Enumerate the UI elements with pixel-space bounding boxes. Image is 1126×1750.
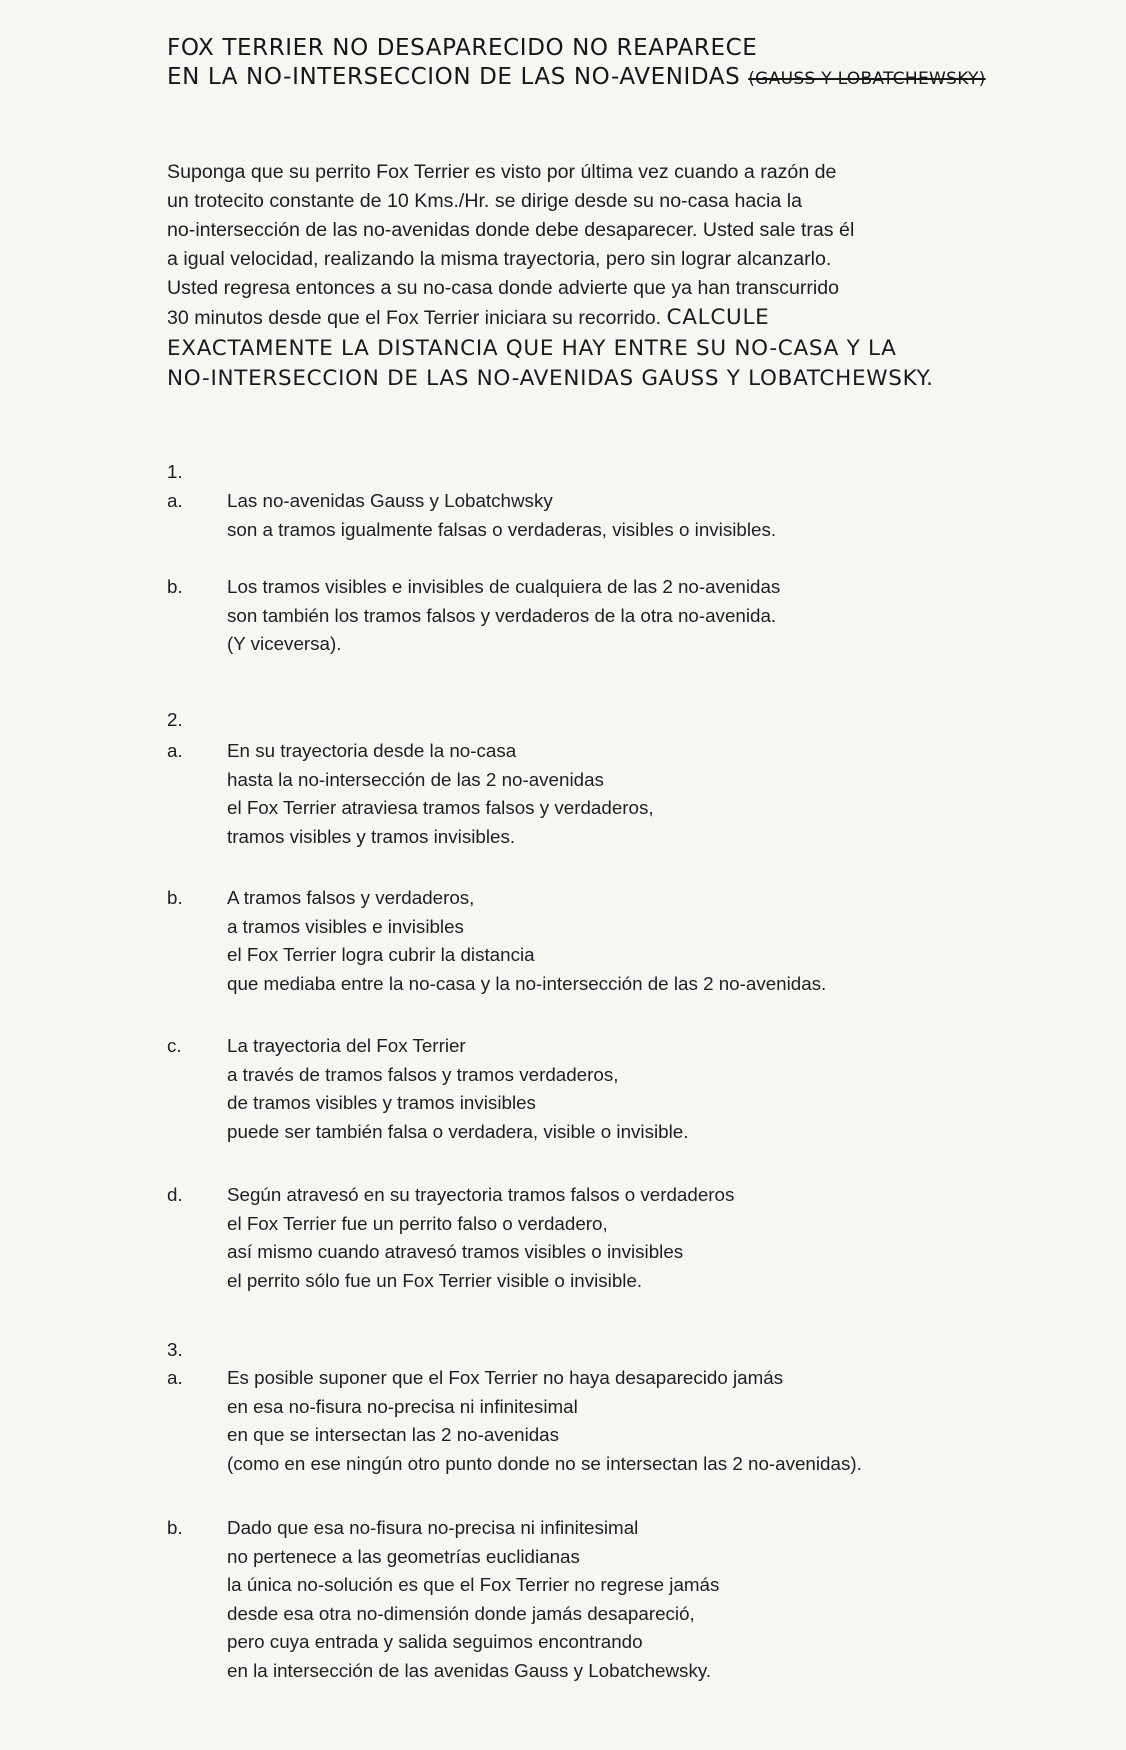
title-struck-text: (GAUSS Y LOBATCHEWSKY) [748,69,986,89]
item-label: b. [167,576,183,597]
item-line: La trayectoria del Fox Terrier [227,1035,466,1056]
item-line: pero cuya entrada y salida seguimos encontrando [227,1631,643,1652]
item-line: que mediaba entre la no-casa y la no-intersección de las 2 no-avenidas. [227,972,827,994]
item-line: (como en ese ningún otro punto donde no se intersectan las 2 no-avenidas). [227,1452,862,1474]
item-label: a. [167,1367,183,1388]
intro-line: no-intersección de las no-avenidas donde debe desaparecer. Usted sale tras él [167,219,855,241]
intro-line-text: 30 minutos desde que el Fox Terrier iniciara su recorrido. [167,307,662,329]
item-line: la única no-solución es que el Fox Terrier no regrese jamás [227,1574,720,1595]
caps-line: EXACTAMENTE LA DISTANCIA QUE HAY ENTRE SU NO-CASA Y LA [167,336,897,361]
item-line: a tramos visibles e invisibles [227,915,464,937]
item-line: el Fox Terrier fue un perrito falso o verdadero, [227,1212,608,1234]
intro-line: a igual velocidad, realizando la misma trayectoria, pero sin lograr alcanzarlo. [167,248,832,270]
item-line: son a tramos igualmente falsas o verdaderas, visibles o invisibles. [227,518,777,540]
title-line-1: FOX TERRIER NO DESAPARECIDO NO REAPARECE [167,35,758,61]
document-title [167,34,1067,94]
intro-caps-statement [167,334,1087,394]
item-line: el Fox Terrier logra cubrir la distancia [227,944,535,965]
caps-line: NO-INTERSECCION DE LAS NO-AVENIDAS GAUSS Y LOBATCHEWSKY. [167,366,934,391]
item-line: a través de tramos falsos y tramos verdaderos, [227,1063,619,1085]
item-label: a. [167,740,183,761]
item-line: puede ser también falsa o verdadera, visible o invisible. [227,1120,689,1142]
item-label: a. [167,490,183,511]
item-line: son también los tramos falsos y verdaderos de la otra no-avenida. [227,604,777,626]
item-line: Según atravesó en su trayectoria tramos falsos o verdaderos [227,1184,735,1205]
item-line: Dado que esa no-fisura no-precisa ni infinitesimal [227,1517,639,1538]
intro-caps-inline: CALCULE [666,305,770,330]
section-number: 3. [167,1339,183,1360]
item-label: d. [167,1184,183,1205]
item-line: el perrito sólo fue un Fox Terrier visible o invisible. [227,1269,643,1291]
item-line: hasta la no-intersección de las 2 no-avenidas [227,768,604,790]
item-line: en la intersección de las avenidas Gauss y Lobatchewsky. [227,1659,712,1681]
item-line: A tramos falsos y verdaderos, [227,887,475,908]
item-line: así mismo cuando atravesó tramos visibles o invisibles [227,1241,684,1262]
item-line: en que se intersectan las 2 no-avenidas [227,1424,560,1445]
item-label: c. [167,1035,182,1056]
item-line: en esa no-fisura no-precisa ni infinitesimal [227,1395,578,1417]
item-line: Es posible suponer que el Fox Terrier no haya desaparecido jamás [227,1367,784,1388]
intro-line [167,303,1067,333]
item-line: de tramos visibles y tramos invisibles [227,1092,536,1113]
item-line: tramos visibles y tramos invisibles. [227,825,516,847]
intro-paragraph [167,158,1067,333]
title-line-2-text: EN LA NO-INTERSECCION DE LAS NO-AVENIDAS [167,64,741,90]
intro-line: un trotecito constante de 10 Kms./Hr. se dirige desde su no-casa hacia la [167,190,802,212]
item-line: (Y viceversa). [227,633,342,654]
intro-line: Usted regresa entonces a su no-casa donde advierte que ya han transcurrido [167,277,840,299]
intro-line: Suponga que su perrito Fox Terrier es visto por última vez cuando a razón de [167,161,837,183]
section-number: 1. [167,461,183,482]
item-label: b. [167,887,183,908]
item-line: Los tramos visibles e invisibles de cualquiera de las 2 no-avenidas [227,576,781,597]
title-line-2 [167,63,1067,94]
item-line: el Fox Terrier atraviesa tramos falsos y verdaderos, [227,797,654,818]
item-label: b. [167,1517,183,1538]
item-line: Las no-avenidas Gauss y Lobatchwsky [227,490,553,511]
item-line: desde esa otra no-dimensión donde jamás desapareció, [227,1602,695,1624]
item-line: En su trayectoria desde la no-casa [227,740,517,761]
section-number: 2. [167,709,183,730]
item-line: no pertenece a las geometrías euclidianas [227,1545,580,1567]
